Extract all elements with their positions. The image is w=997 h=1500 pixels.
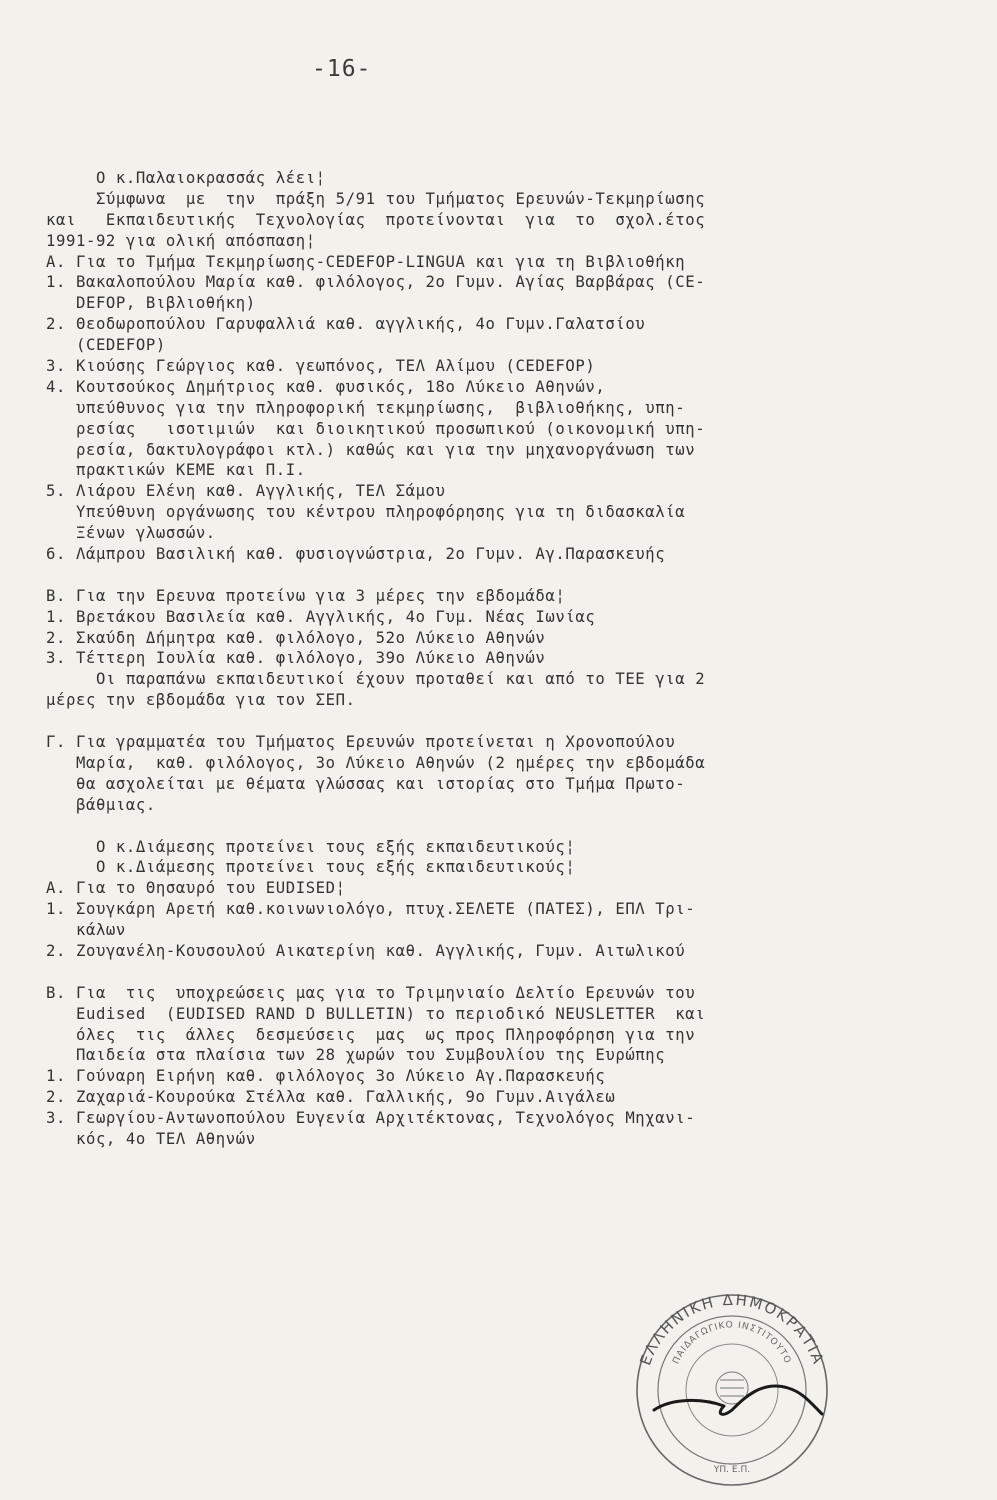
stamp-middle-ring (658, 1316, 806, 1464)
text-line: Υπεύθυνη οργάνωσης του κέντρου πληροφόρησης για τη διδασκαλία (46, 503, 686, 522)
text-line: 1. Βρετάκου Βασιλεία καθ. Αγγλικής, 4ο Γυμ. Νέας Ιωνίας (46, 607, 596, 626)
text-line: 3. Τέττερη Ιουλία καθ. φιλόλογο, 39ο Λύκειο Αθηνών (46, 649, 546, 668)
text-line: Β. Για την Ερευνα προτείνω για 3 μέρες την εβδομάδα¦ (46, 586, 566, 605)
text-line: Ο κ.Παλαιοκρασσάς λέει¦ (46, 169, 326, 187)
text-line: DEFOP, Βιβλιοθήκη) (46, 294, 256, 313)
text-line: 2. Θεοδωροπούλου Γαρυφαλλιά καθ. αγγλικής, 4ο Γυμν.Γαλατσίου (46, 315, 646, 334)
official-stamp (632, 1290, 832, 1490)
text-line: 4. Κουτσούκος Δημήτριος καθ. φυσικός, 18ο Λύκειο Αθηνών, (46, 377, 606, 396)
text-line: Γ. Για γραμματέα του Τμήματος Ερευνών προτείνεται η Χρονοπούλου (46, 733, 676, 752)
text-line: 1. Σουγκάρη Αρετή καθ.κοινωνιολόγο, πτυχ.ΣΕΛΕΤΕ (ΠΑΤΕΣ), ΕΠΛ Τρι- (46, 900, 696, 919)
text-line: Οι παραπάνω εκπαιδευτικοί έχουν προταθεί και από το ΤΕΕ για 2 (46, 670, 706, 689)
stamp-inner-ring (686, 1344, 778, 1436)
text-line: 1. Βακαλοπούλου Μαρία καθ. φιλόλογος, 2ο Γυμν. Αγίας Βαρβάρας (CE- (46, 273, 706, 292)
text-line: 2. Σκαύδη Δήμητρα καθ. φιλόλογο, 52ο Λύκειο Αθηνών (46, 628, 546, 647)
text-line: Σύμφωνα με την πράξη 5/91 του Τμήματος Ερευνών-Τεκμηρίωσης (46, 189, 706, 208)
text-line: 2. Ζαχαριά-Κουρούκα Στέλλα καθ. Γαλλικής, 9ο Γυμν.Αιγάλεω (46, 1088, 616, 1107)
text-line: Ο κ.Διάμεσης προτείνει τους εξής εκπαιδευτικούς¦ (46, 858, 576, 877)
text-line: Α. Για το Θησαυρό του EUDISED¦ (46, 879, 346, 898)
text-line: Ο κ.Διάμεσης προτείνει τους εξής εκπαιδευτικούς¦ (46, 837, 576, 856)
text-line: υπεύθυνος για την πληροφορική τεκμηρίωσης, βιβλιοθήκης, υπη- (46, 398, 686, 417)
stamp-outer-text: ΕΛΛΗΝΙΚΗ ΔΗΜΟΚΡΑΤΙΑ (636, 1290, 828, 1368)
text-line: και Εκπαιδευτικής Τεχνολογίας προτείνονται για το σχολ.έτος (46, 210, 706, 229)
signature-stroke (654, 1386, 822, 1414)
text-line: Μαρία, καθ. φιλόλογος, 3ο Λύκειο Αθηνών (2 ημέρες την εβδομάδα (46, 753, 706, 772)
text-line: όλες τις άλλες δεσμεύσεις μας ως προς Πληροφόρηση για την (46, 1025, 696, 1044)
text-line: Παιδεία στα πλαίσια των 28 χωρών του Συμβουλίου της Ευρώπης (46, 1046, 666, 1065)
text-line (46, 565, 926, 586)
text-line: 5. Λιάρου Ελένη καθ. Αγγλικής, ΤΕΛ Σάμου (46, 482, 446, 501)
text-line: 1991-92 για ολική απόσπαση¦ (46, 231, 316, 250)
text-line: ρεσία, δακτυλογράφοι κτλ.) καθώς και για την μηχανοργάνωση των (46, 440, 696, 459)
stamp-inner-text: ΠΑΙΔΑΓΩΓΙΚΟ ΙΝΣΤΙΤΟΥΤΟ (671, 1320, 793, 1366)
text-line (46, 962, 926, 983)
text-line (46, 711, 926, 732)
text-line: Α. Για το Τμήμα Τεκμηρίωσης-CEDEFOP-LINGUA και για τη Βιβλιοθήκη (46, 252, 686, 271)
text-line: μέρες την εβδομάδα για τον ΣΕΠ. (46, 691, 356, 710)
stamp-bottom-text: ΥΠ. Ε.Π. (713, 1465, 751, 1475)
text-line: θα ασχολείται με θέματα γλώσσας και ιστορίας στο Τμήμα Πρωτο- (46, 774, 686, 793)
text-line: 1. Γούναρη Ειρήνη καθ. φιλόλογος 3ο Λύκειο Αγ.Παρασκευής (46, 1067, 606, 1086)
text-line: Β. Για τις υποχρεώσεις μας για το Τριμηνιαίο Δελτίο Ερευνών του (46, 983, 696, 1002)
text-line: 3. Κιούσης Γεώργιος καθ. γεωπόνος, ΤΕΛ Αλίμου (CEDEFOP) (46, 357, 596, 376)
text-line: Ξένων γλωσσών. (46, 524, 216, 543)
text-line: κάλων (46, 921, 126, 940)
text-line: 2. Ζουγανέλη-Κουσουλού Αικατερίνη καθ. Αγγλικής, Γυμν. Αιτωλικού (46, 941, 686, 960)
text-line: (CEDEFOP) (46, 336, 166, 355)
text-line: κός, 4ο ΤΕΛ Αθηνών (46, 1129, 256, 1148)
text-line: 3. Γεωργίου-Αντωνοπούλου Ευγενία Αρχιτέκτονας, Τεχνολόγος Μηχανι- (46, 1109, 696, 1128)
text-line: Eudised (EUDISED RAND D BULLETIN) το περιοδικό NEUSLETTER και (46, 1004, 706, 1023)
document-body (46, 168, 926, 1150)
text-line: ρεσίας ισοτιμιών και διοικητικού προσωπικού (οικονομική υπη- (46, 419, 706, 438)
text-line (46, 816, 926, 837)
text-line: 6. Λάμπρου Βασιλική καθ. φυσιογνώστρια, 2ο Γυμν. Αγ.Παρασκευής (46, 545, 666, 564)
text-line: βάθμιας. (46, 795, 156, 814)
page-number: -16- (312, 56, 372, 82)
text-line: πρακτικών ΚΕΜΕ και Π.Ι. (46, 461, 306, 480)
